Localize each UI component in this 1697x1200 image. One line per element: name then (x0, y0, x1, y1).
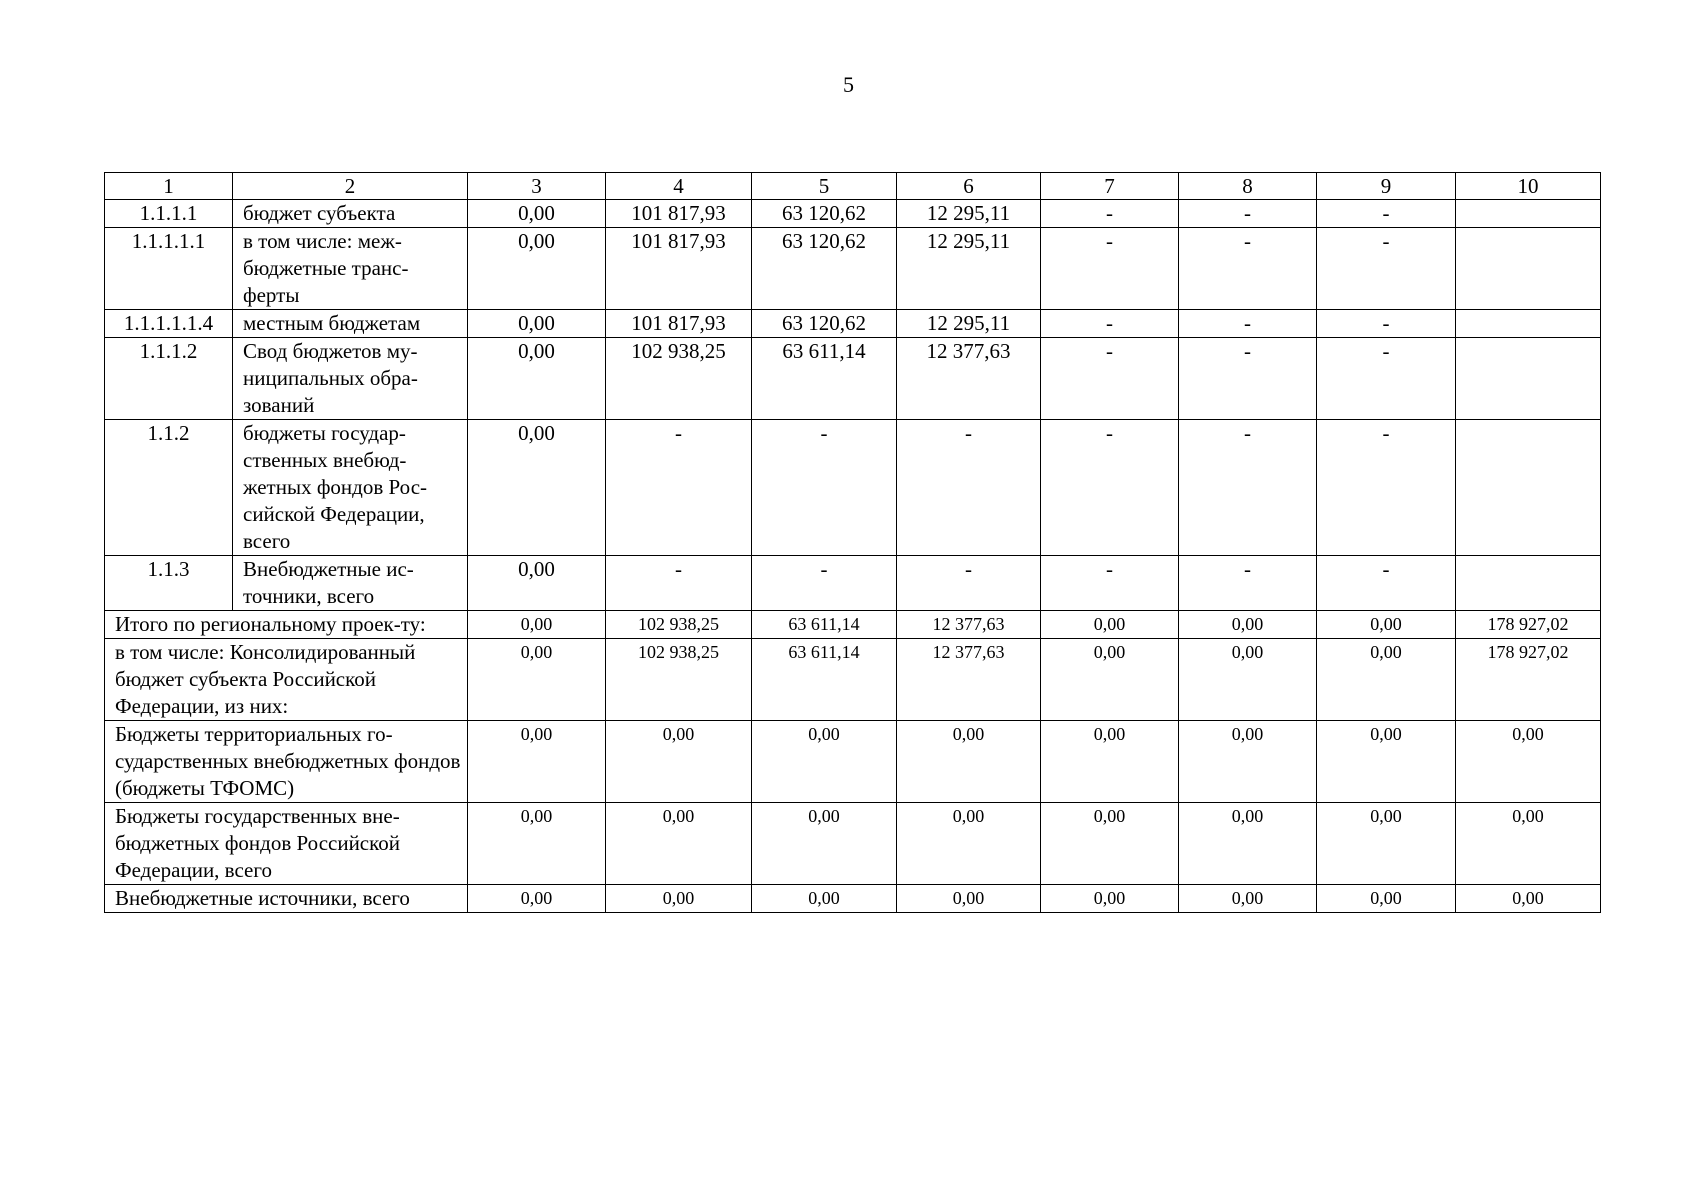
value-cell: - (1317, 556, 1456, 611)
value-cell: 0,00 (897, 885, 1041, 913)
value-cell: 178 927,02 (1456, 611, 1601, 639)
value-cell: - (1317, 310, 1456, 338)
total-label: Внебюджетные источники, всего (105, 885, 468, 913)
value-cell: 63 611,14 (752, 611, 897, 639)
value-cell: - (1317, 200, 1456, 228)
value-cell: 0,00 (1041, 639, 1179, 721)
value-cell: 0,00 (1041, 885, 1179, 913)
header-cell: 8 (1179, 173, 1317, 200)
value-cell: - (752, 556, 897, 611)
value-cell: 63 611,14 (752, 639, 897, 721)
value-cell: - (897, 556, 1041, 611)
value-cell: 0,00 (468, 556, 606, 611)
value-cell: 0,00 (468, 803, 606, 885)
value-cell: 102 938,25 (606, 338, 752, 420)
row-label: в том числе: меж-бюджетные транс-ферты (233, 228, 468, 310)
value-cell: 0,00 (1317, 721, 1456, 803)
value-cell (1456, 200, 1601, 228)
value-cell (1456, 310, 1601, 338)
header-cell: 9 (1317, 173, 1456, 200)
header-cell: 6 (897, 173, 1041, 200)
header-cell: 2 (233, 173, 468, 200)
value-cell: 0,00 (468, 310, 606, 338)
value-cell: - (752, 420, 897, 556)
value-cell (1456, 556, 1601, 611)
value-cell: 0,00 (1179, 639, 1317, 721)
value-cell: 0,00 (897, 803, 1041, 885)
value-cell: 102 938,25 (606, 639, 752, 721)
value-cell: 0,00 (468, 420, 606, 556)
total-row (105, 639, 1601, 721)
row-code: 1.1.1.1.1 (105, 228, 233, 310)
row-code: 1.1.1.2 (105, 338, 233, 420)
table-row (105, 420, 1601, 556)
table-row (105, 338, 1601, 420)
value-cell: - (1317, 228, 1456, 310)
total-row (105, 611, 1601, 639)
value-cell: 0,00 (1317, 803, 1456, 885)
table-row (105, 556, 1601, 611)
header-cell: 10 (1456, 173, 1601, 200)
value-cell: 0,00 (468, 885, 606, 913)
value-cell: - (1041, 556, 1179, 611)
value-cell: - (897, 420, 1041, 556)
header-cell: 1 (105, 173, 233, 200)
value-cell: 0,00 (1456, 885, 1601, 913)
value-cell: 0,00 (1179, 611, 1317, 639)
value-cell: 102 938,25 (606, 611, 752, 639)
value-cell: 0,00 (1041, 611, 1179, 639)
value-cell: 0,00 (606, 721, 752, 803)
value-cell: 0,00 (468, 639, 606, 721)
value-cell: - (1317, 420, 1456, 556)
total-label: в том числе: Консолидированный бюджет субъекта Российской Федерации, из них: (105, 639, 468, 721)
header-cell: 5 (752, 173, 897, 200)
value-cell: 0,00 (468, 611, 606, 639)
row-code: 1.1.1.1 (105, 200, 233, 228)
value-cell: 101 817,93 (606, 310, 752, 338)
value-cell: - (1041, 310, 1179, 338)
value-cell: - (1041, 228, 1179, 310)
row-code: 1.1.1.1.1.4 (105, 310, 233, 338)
value-cell: 0,00 (1179, 885, 1317, 913)
row-label: Внебюджетные ис-точники, всего (233, 556, 468, 611)
row-label: бюджеты государ-ственных внебюд-жетных фондов Рос-сийской Федерации, всего (233, 420, 468, 556)
value-cell: 0,00 (468, 228, 606, 310)
budget-table (104, 172, 1601, 913)
total-label: Бюджеты территориальных го-сударственных внебюджетных фондов (бюджеты ТФОМС) (105, 721, 468, 803)
value-cell: - (1179, 228, 1317, 310)
value-cell: - (1041, 420, 1179, 556)
table-row (105, 228, 1601, 310)
value-cell: 0,00 (1456, 721, 1601, 803)
value-cell: 0,00 (752, 885, 897, 913)
row-label: Свод бюджетов му-ниципальных обра-зований (233, 338, 468, 420)
value-cell: 0,00 (1317, 639, 1456, 721)
value-cell: 0,00 (752, 721, 897, 803)
value-cell: 12 295,11 (897, 310, 1041, 338)
value-cell: - (1041, 200, 1179, 228)
value-cell: 0,00 (1179, 721, 1317, 803)
value-cell: 0,00 (1317, 885, 1456, 913)
total-row (105, 885, 1601, 913)
row-label: бюджет субъекта (233, 200, 468, 228)
row-label: местным бюджетам (233, 310, 468, 338)
header-row (105, 173, 1601, 200)
value-cell: 63 120,62 (752, 228, 897, 310)
value-cell: 0,00 (606, 803, 752, 885)
value-cell: 12 377,63 (897, 338, 1041, 420)
value-cell: 0,00 (606, 885, 752, 913)
value-cell: - (606, 556, 752, 611)
value-cell (1456, 338, 1601, 420)
value-cell: - (1179, 200, 1317, 228)
row-code: 1.1.3 (105, 556, 233, 611)
value-cell: 0,00 (897, 721, 1041, 803)
header-cell: 4 (606, 173, 752, 200)
value-cell: 63 120,62 (752, 310, 897, 338)
table-row (105, 310, 1601, 338)
value-cell: 12 377,63 (897, 639, 1041, 721)
value-cell: - (1179, 420, 1317, 556)
value-cell: - (1179, 338, 1317, 420)
value-cell: 0,00 (468, 200, 606, 228)
total-row (105, 721, 1601, 803)
value-cell: 101 817,93 (606, 200, 752, 228)
value-cell: 12 295,11 (897, 228, 1041, 310)
table-row (105, 200, 1601, 228)
value-cell: 0,00 (752, 803, 897, 885)
value-cell: 0,00 (468, 721, 606, 803)
value-cell: 63 120,62 (752, 200, 897, 228)
value-cell: 0,00 (1041, 721, 1179, 803)
header-cell: 7 (1041, 173, 1179, 200)
value-cell: 12 377,63 (897, 611, 1041, 639)
value-cell: 0,00 (468, 338, 606, 420)
value-cell: 63 611,14 (752, 338, 897, 420)
value-cell (1456, 420, 1601, 556)
total-row (105, 803, 1601, 885)
value-cell: 0,00 (1179, 803, 1317, 885)
value-cell: 0,00 (1456, 803, 1601, 885)
value-cell: 101 817,93 (606, 228, 752, 310)
header-cell: 3 (468, 173, 606, 200)
value-cell (1456, 228, 1601, 310)
page-number: 5 (843, 72, 854, 97)
value-cell: 0,00 (1317, 611, 1456, 639)
total-label: Бюджеты государственных вне-бюджетных фондов Российской Федерации, всего (105, 803, 468, 885)
value-cell: - (1179, 556, 1317, 611)
value-cell: - (606, 420, 752, 556)
row-code: 1.1.2 (105, 420, 233, 556)
value-cell: 12 295,11 (897, 200, 1041, 228)
value-cell: 0,00 (1041, 803, 1179, 885)
value-cell: - (1041, 338, 1179, 420)
value-cell: 178 927,02 (1456, 639, 1601, 721)
value-cell: - (1179, 310, 1317, 338)
total-label: Итого по региональному проек-ту: (105, 611, 468, 639)
value-cell: - (1317, 338, 1456, 420)
